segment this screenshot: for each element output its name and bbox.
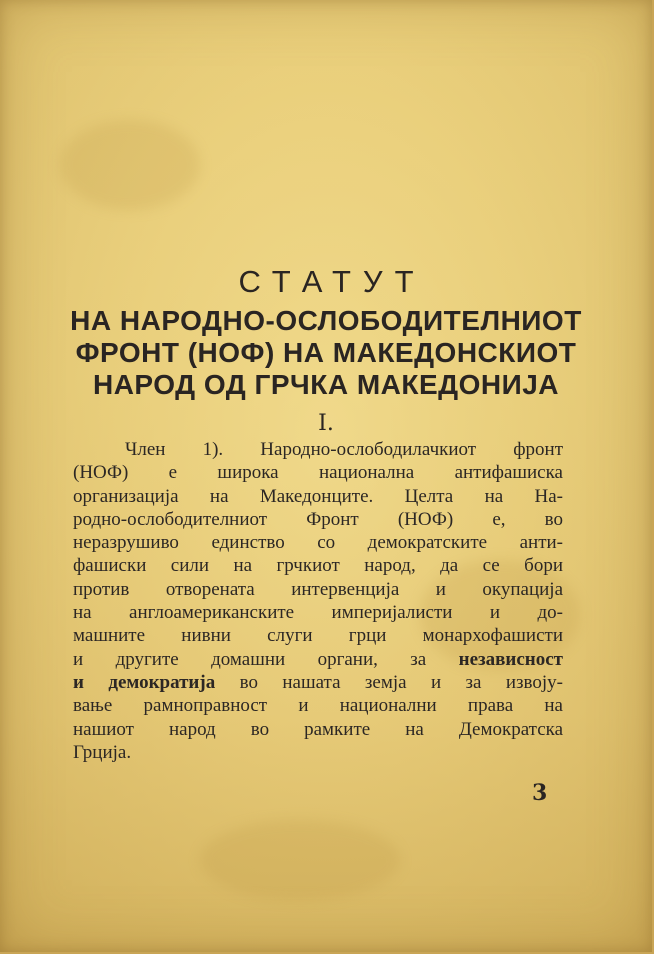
body-line: фашиски сили на грчкиот народ, да се бори [73, 555, 563, 577]
body-line-text: во нашата земја и за извоју- [215, 671, 563, 693]
section-number: I. [318, 411, 334, 436]
title-line-2: ФРОНТ (НОФ) НА МАКЕДОНСКИОТ [75, 337, 577, 368]
body-line [73, 671, 563, 694]
title-line-1: НА НАРОДНО-ОСЛОБОДИТЕЛНИОТ [70, 305, 582, 336]
body-line: нашиот народ во рамките на Демократска [73, 718, 563, 740]
body-line: Грција. [73, 741, 132, 763]
body-line: вање рамноправност и национални права на [73, 695, 563, 717]
body-line: (НОФ) е широка национална антифашиска [73, 462, 563, 484]
body-line: неразрушиво единство со демократските анти- [73, 532, 563, 554]
body-line: на англоамериканските империјалисти и до- [73, 602, 563, 624]
body-line: Член 1). Народно-ослободилачкиот фронт [125, 439, 563, 460]
bold-term-independence: независност [458, 648, 563, 670]
body-line [73, 648, 563, 671]
body-line: организација на Македонците. Целта на На- [73, 485, 563, 507]
bold-term-democracy: и демократија [73, 671, 216, 693]
paper-stain [200, 820, 400, 900]
page-number: 3 [532, 780, 548, 806]
paper-stain [60, 120, 200, 210]
body-line: против отворената интервенција и окупација [73, 578, 563, 600]
document-heading: СТАТУТ [238, 264, 426, 299]
body-line-text: и другите домашни органи, за [73, 648, 459, 670]
body-line: родно-ослободителниот Фронт (НОФ) е, во [73, 508, 563, 530]
article-1-text [73, 438, 563, 764]
title-line-3: НАРОД ОД ГРЧКА МАКЕДОНИЈА [92, 369, 559, 400]
body-line: машните нивни слуги грци монархофашисти [73, 625, 563, 647]
